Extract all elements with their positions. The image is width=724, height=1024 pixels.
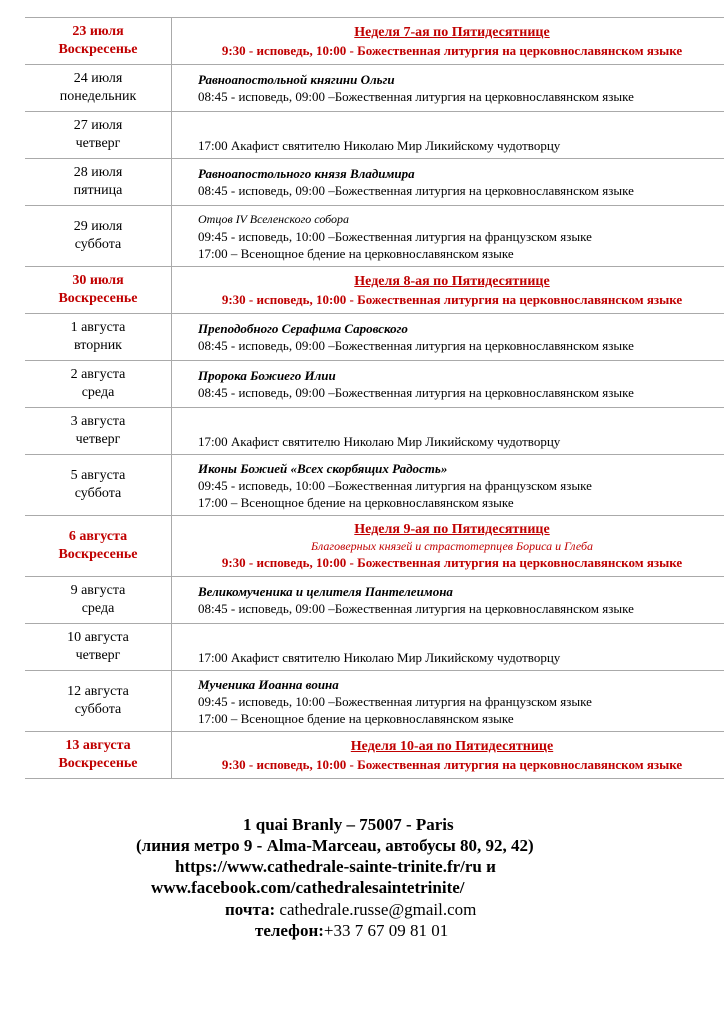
- date-cell: [25, 577, 172, 624]
- service-cell: [172, 65, 724, 112]
- phone-label: телефон:: [255, 921, 324, 940]
- feast-title: Отцов IV Вселенского собора: [198, 211, 350, 226]
- schedule-row: [25, 314, 724, 361]
- service-line: 08:45 - исповедь, 09:00 –Божественная литургия на церковнославянском языке: [198, 601, 634, 616]
- weekday-label: понедельник: [59, 89, 137, 104]
- date-cell: [25, 159, 172, 206]
- weekday-label: суббота: [74, 237, 122, 252]
- service-cell: [172, 159, 724, 206]
- service-line: 17:00 – Всенощное бдение на церковнославянском языке: [198, 494, 514, 510]
- sunday-title: Неделя 9-ая по Пятидесятнице: [354, 522, 550, 537]
- schedule-row: [25, 361, 724, 408]
- date-cell: [25, 732, 172, 779]
- email-label: почта:: [225, 900, 276, 919]
- service-line: 09:45 - исповедь, 10:00 –Божественная литургия на французском языке: [198, 477, 592, 493]
- service-cell: [172, 206, 724, 267]
- service-cell: [172, 18, 724, 65]
- phone-number[interactable]: +33 7 67 09 81 01: [323, 921, 449, 940]
- schedule-row: [25, 671, 724, 732]
- service-line: 09:45 - исповедь, 10:00 –Божественная литургия на французском языке: [198, 228, 592, 244]
- sunday-title: Неделя 8-ая по Пятидесятнице: [354, 273, 550, 289]
- sunday-row: [25, 516, 724, 577]
- date-cell: [25, 18, 172, 65]
- date-cell: [25, 624, 172, 671]
- service-cell: [172, 408, 724, 455]
- feast-title: Равноапостольного князя Владимира: [198, 166, 415, 181]
- facebook-link[interactable]: www.facebook.com/cathedralesaintetrinite/: [151, 878, 465, 897]
- service-line: 08:45 - исповедь, 09:00 –Божественная литургия на церковнославянском языке: [198, 89, 634, 104]
- date-label: 24 июля: [73, 71, 123, 86]
- service-cell: [172, 455, 724, 516]
- weekday-label: Воскресенье: [58, 547, 138, 562]
- service-line: 17:00 Акафист святителю Николаю Мир Ликийскому чудотворцу: [198, 434, 561, 449]
- service-line: 17:00 – Всенощное бдение на церковнославянском языке: [198, 245, 514, 261]
- service-line: 17:00 – Всенощное бдение на церковнославянском языке: [198, 710, 514, 726]
- date-label: 30 июля: [72, 273, 124, 288]
- date-label: 10 августа: [67, 630, 129, 645]
- date-label: 5 августа: [70, 468, 126, 483]
- date-label: 9 августа: [70, 583, 126, 598]
- service-line: 17:00 Акафист святителю Николаю Мир Ликийскому чудотворцу: [198, 138, 561, 153]
- service-cell: [172, 361, 724, 408]
- schedule-row: [25, 112, 724, 159]
- sunday-service: 9:30 - исповедь, 10:00 - Божественная литургия на церковнославянском языке: [221, 42, 683, 58]
- phone-line: [255, 920, 448, 942]
- date-cell: [25, 408, 172, 455]
- sunday-row: [25, 732, 724, 779]
- schedule-row: [25, 624, 724, 671]
- date-label: 13 августа: [65, 738, 131, 753]
- weekday-label: среда: [81, 385, 115, 400]
- schedule-table: [25, 17, 724, 779]
- date-label: 6 августа: [68, 529, 128, 544]
- date-label: 2 августа: [70, 367, 126, 382]
- date-cell: [25, 112, 172, 159]
- email-address[interactable]: cathedrale.russe@gmail.com: [279, 900, 477, 919]
- service-cell: [172, 267, 724, 314]
- service-line: 09:45 - исповедь, 10:00 –Божественная литургия на французском языке: [198, 693, 592, 709]
- feast-title: Равноапостольной княгини Ольги: [198, 72, 395, 87]
- service-cell: [172, 624, 724, 671]
- weekday-label: четверг: [75, 136, 121, 151]
- weekday-label: вторник: [74, 338, 122, 353]
- service-line: 17:00 Акафист святителю Николаю Мир Ликийскому чудотворцу: [198, 650, 561, 665]
- service-cell: [172, 577, 724, 624]
- service-cell: [172, 112, 724, 159]
- sunday-service: 9:30 - исповедь, 10:00 - Божественная литургия на церковнославянском языке: [221, 291, 683, 307]
- sunday-title: Неделя 7-ая по Пятидесятнице: [354, 24, 550, 40]
- weekday-label: четверг: [75, 432, 121, 447]
- date-label: 1 августа: [70, 320, 126, 335]
- service-cell: [172, 516, 724, 577]
- weekday-label: суббота: [74, 702, 122, 717]
- schedule-row: [25, 206, 724, 267]
- sunday-subtitle: Благоверных князей и страстотерпцев Бориса и Глеба: [310, 539, 594, 553]
- feast-title: Пророка Божиего Илии: [198, 368, 336, 383]
- feast-title: Преподобного Серафима Саровского: [198, 321, 408, 336]
- email-line: [225, 899, 476, 921]
- date-cell: [25, 361, 172, 408]
- service-line: 08:45 - исповедь, 09:00 –Божественная литургия на церковнославянском языке: [198, 385, 634, 400]
- date-cell: [25, 455, 172, 516]
- feast-title: Мученика Иоанна воина: [198, 676, 339, 692]
- date-label: 28 июля: [73, 165, 123, 180]
- date-cell: [25, 206, 172, 267]
- date-label: 12 августа: [67, 684, 129, 699]
- weekday-label: Воскресенье: [58, 756, 138, 771]
- service-line: 08:45 - исповедь, 09:00 –Божественная литургия на церковнославянском языке: [198, 183, 634, 198]
- service-cell: [172, 314, 724, 361]
- schedule-row: [25, 408, 724, 455]
- date-label: 3 августа: [70, 414, 126, 429]
- date-cell: [25, 65, 172, 112]
- date-cell: [25, 267, 172, 314]
- weekday-label: Воскресенье: [58, 291, 138, 306]
- schedule-row: [25, 65, 724, 112]
- sunday-row: [25, 18, 724, 65]
- date-label: 29 июля: [73, 219, 123, 234]
- sunday-service: 9:30 - исповедь, 10:00 - Божественная литургия на церковнославянском языке: [221, 555, 683, 570]
- weekday-label: суббота: [74, 486, 122, 501]
- date-label: 23 июля: [72, 24, 124, 39]
- weekday-label: среда: [81, 601, 115, 616]
- transport-info: (линия метро 9 - Alma-Marceau, автобусы 80, 92, 42): [136, 836, 534, 855]
- feast-title: Великомученика и целителя Пантелеимона: [198, 584, 453, 599]
- service-cell: [172, 671, 724, 732]
- date-cell: [25, 671, 172, 732]
- service-line: 08:45 - исповедь, 09:00 –Божественная литургия на церковнославянском языке: [198, 338, 634, 353]
- schedule-row: [25, 159, 724, 206]
- sunday-service: 9:30 - исповедь, 10:00 - Божественная литургия на церковнославянском языке: [221, 756, 683, 772]
- weekday-label: пятница: [73, 183, 123, 198]
- sunday-row: [25, 267, 724, 314]
- weekday-label: Воскресенье: [58, 42, 138, 57]
- weekday-label: четверг: [75, 648, 121, 663]
- schedule-row: [25, 577, 724, 624]
- date-cell: [25, 516, 172, 577]
- date-label: 27 июля: [73, 118, 123, 133]
- service-cell: [172, 732, 724, 779]
- feast-title: Иконы Божией «Всех скорбящих Радость»: [198, 460, 448, 476]
- website-link[interactable]: https://www.cathedrale-sainte-trinite.fr/ru и: [175, 857, 496, 876]
- sunday-title: Неделя 10-ая по Пятидесятнице: [350, 738, 554, 754]
- schedule-row: [25, 455, 724, 516]
- date-cell: [25, 314, 172, 361]
- address: 1 quai Branly – 75007 - Paris: [243, 815, 454, 834]
